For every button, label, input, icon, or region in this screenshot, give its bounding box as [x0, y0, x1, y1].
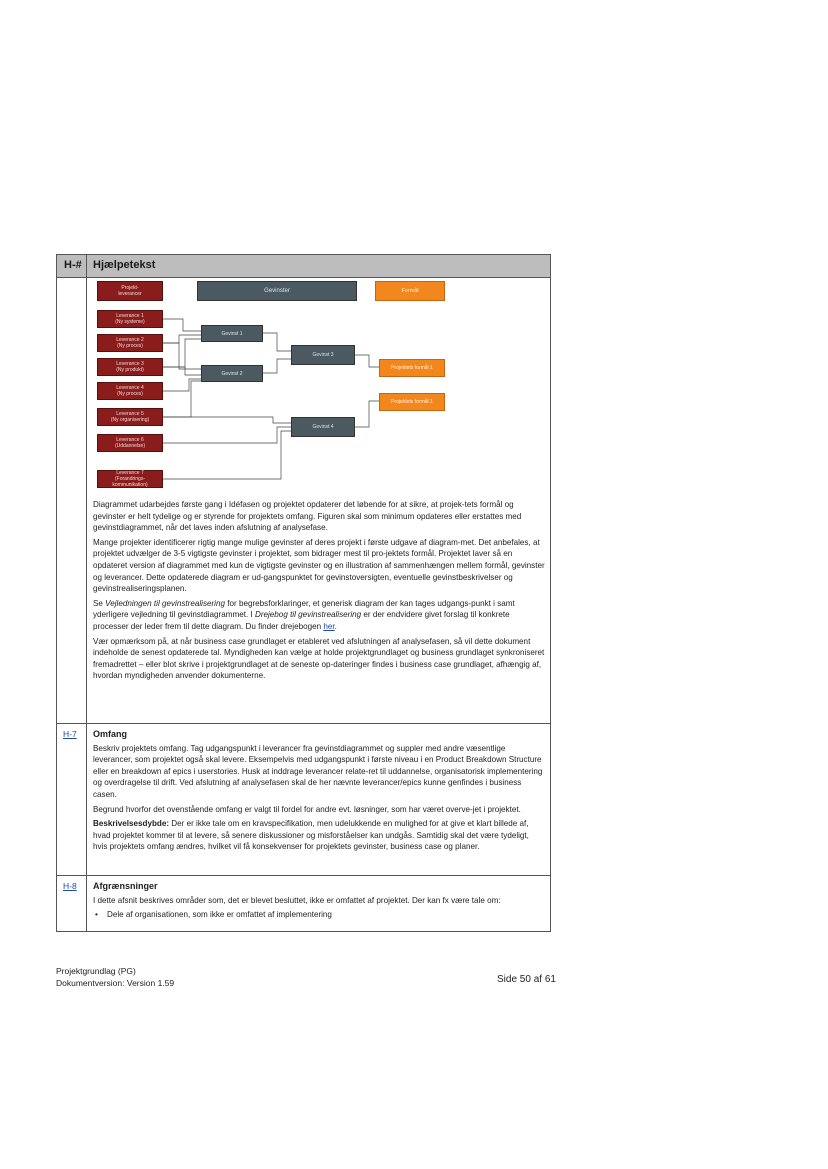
gevinst-box-2	[201, 365, 263, 382]
h8-paragraph-1: I dette afsnit beskrives områder som, det er blevet besluttet, ikke er omfattet af projektet. Der kan fx være tale om:	[93, 895, 501, 905]
leverance-box-7	[97, 470, 163, 488]
help-text-table	[56, 254, 551, 932]
header-gevinster-label: Gevinster	[264, 288, 290, 294]
formaal-label-1: Projektets formål 1	[391, 365, 433, 371]
leverance-label-7: Leverance 7 (Forandrings-kommunikation)	[112, 470, 148, 488]
header-leverancer	[97, 281, 163, 301]
intro-paragraph-3	[93, 598, 545, 633]
gevinst-box-4	[291, 417, 355, 437]
gevinst-label-2: Gevinst 2	[221, 370, 243, 377]
header-formaal	[375, 281, 445, 301]
leverance-box-6	[97, 434, 163, 452]
row-divider-h7	[57, 723, 550, 724]
leverance-label-6: Leverance 6 (Uddannelse)	[114, 437, 146, 449]
leverance-label-1: Leverance 1 (Ny systeme)	[115, 313, 145, 325]
h8-id-link[interactable]: H-8	[63, 881, 77, 891]
footer-doc-version: Dokumentversion: Version 1.59	[56, 978, 175, 988]
leverance-label-3: Leverance 3 (Ny produkt)	[116, 361, 144, 373]
intro-paragraph-2: Mange projekter identificerer rigtig mange mulige gevinster af deres projekt i første udgave af diagram-met. Det anbefales, at projektet udvælger de 3-5 vigtigste gevinster i projektet, som bidrager mest til pro-jektets formål. Projektet laver så en opdateret version af diagrammet med kun de vigtigste gevinster og en illustration af sammenhængen mellem formål, gevinster og leverancer. Dette opdaterede diagram er ud-gangspunktet for gevinstoversigten, eventuelle gevinstbeskrivelser og gevinstrealiseringsplanen.	[93, 537, 545, 594]
footer-page-number: Side 50 af 61	[497, 974, 556, 985]
header-leverancer-label: Projekt- leverancer	[118, 285, 142, 297]
gevinst-label-3: Gevinst 3	[312, 352, 334, 358]
h8-section	[93, 881, 545, 921]
col-header-help: Hjælpetekst	[93, 259, 156, 271]
leverance-box-5	[97, 408, 163, 426]
footer-doc-title: Projektgrundlag (PG)	[56, 966, 136, 976]
col-header-id: H-#	[64, 259, 82, 271]
intro-text	[93, 499, 545, 685]
gevinst-box-3	[291, 345, 355, 365]
intro-paragraph-1: Diagrammet udarbejdes første gang i Idéfasen og projektet opdaterer det løbende for at sikre, at projek-tets formål og gevinster er helt tydelige og er styrende for projektets omfang. Figuren skal som minimum opdateres eller erstattes med gevinstdiagrammet, når det laves inden afslutning af analysefase.	[93, 500, 522, 533]
gevinst-box-1	[201, 325, 263, 342]
h7-depth-label: Beskrivelsesdybde:	[93, 819, 170, 829]
leverance-box-3	[97, 358, 163, 376]
header-formaal-label: Formål	[401, 288, 419, 294]
intro-p3-italic-2: Drejebog til gevinstrealisering	[254, 610, 362, 620]
intro-p3-a: Se	[93, 598, 106, 608]
h7-title: Omfang	[93, 729, 128, 739]
h8-bullet-1: • Dele af organisationen, som ikke er omfattet af implementering	[93, 909, 545, 921]
intro-p3-c: er der endvidere givet forslag til konkrete processer der leder frem til dette diagram. Du finder drejebogen	[93, 610, 510, 631]
table-header	[57, 255, 550, 278]
leverance-box-2	[97, 334, 163, 352]
h8-title: Afgrænsninger	[93, 881, 158, 891]
column-divider	[86, 255, 87, 931]
header-gevinster	[197, 281, 357, 301]
benefits-diagram	[93, 281, 453, 501]
intro-p3-italic-1: Vejledningen til gevinstrealisering	[105, 598, 225, 608]
intro-p3-d: .	[334, 621, 337, 631]
formaal-label-2: Projektets formål 1	[391, 399, 433, 405]
intro-p3-b: for begrebsforklaringer, et generisk diagram der kan tages udgangs-punkt i samt yderligere vejledning til gevinstdiagrammet. I	[93, 598, 515, 620]
h7-section	[93, 729, 545, 856]
h7-paragraph-2: Begrund hvorfor det ovenstående omfang er valgt til fordel for andre evt. løsninger, som har været overve-jet i projektet.	[93, 804, 521, 814]
intro-paragraph-4: Vær opmærksom på, at når business case grundlaget er etableret ved afslutningen af analysefasen, så vil dette dokument indeholde de senest opdaterede tal. Myndigheden kan vælge at holde projektgrundlaget og business grundlaget synkroniseret fremadrettet – eller blot skrive i projektgrundlaget at de seneste op-dateringer findes i business case grundlaget, afhængig af, hvordan myndigheden anvender dokumenterne.	[93, 636, 545, 681]
gevinst-label-4: Gevinst 4	[312, 424, 334, 430]
formaal-box-1	[379, 359, 445, 377]
formaal-box-2	[379, 393, 445, 411]
h7-depth-text: Der er ikke tale om en kravspecifikation, men udelukkende en mulighed for at give et klart billede af, hvad projektet kommer til at levere, så senere diskussioner og misforståelser kan undgås. Samtidig skal det være tydeligt, hvis projektets omfang ændres, hvilket vil få konsekvenser for projektets gevinster, business case og planer.	[93, 819, 529, 852]
h7-paragraph-1: Beskriv projektets omfang. Tag udgangspunkt i leverancer fra gevinstdiagrammet og suppler med andre væsentlige leverancer, som projektet også skal levere. Eksempelvis med udgangspunkt i første niveau i en Product Breakdown Structure eller en breakdown af epics i userstories. Husk at inddrage leverancer relate-ret til uddannelse, organisatorisk implementering og overdragelse til drift. Ved afslutning af analysefasen skal de her nævnte leverancer/epics kunne genfindes i business casen.	[93, 743, 543, 799]
leverance-label-5: Leverance 5 (Ny organisering)	[110, 411, 150, 423]
gevinst-label-1: Gevinst 1	[221, 330, 243, 337]
h7-id-link[interactable]: H-7	[63, 729, 77, 739]
leverance-label-2: Leverance 2 (Ny proces)	[116, 337, 144, 349]
drejebog-link[interactable]: her	[323, 621, 335, 631]
h7-paragraph-3	[93, 818, 545, 853]
row-divider-h8	[57, 875, 550, 876]
leverance-box-4	[97, 382, 163, 400]
leverance-box-1	[97, 310, 163, 328]
leverance-label-4: Leverance 4 (Ny proces)	[116, 385, 144, 397]
